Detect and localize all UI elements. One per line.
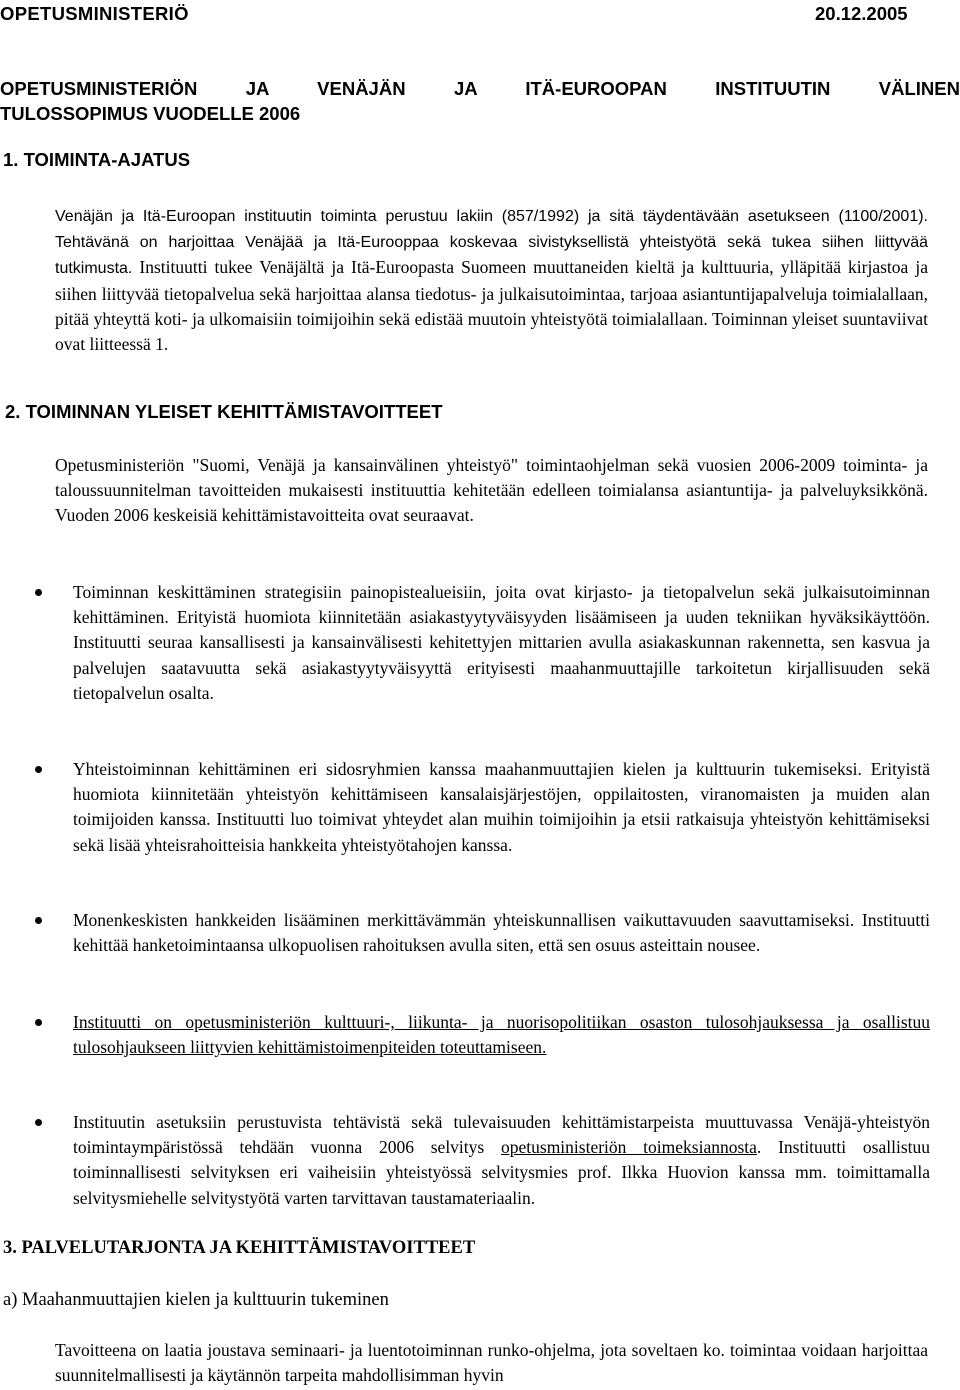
section-1-paragraph-part-1: Venäjän ja Itä-Euroopan instituutin toiminta perustuu lakiin (857/1992) ja sitä täydentävään asetukseen (1100/2001). Tehtävänä on harjoittaa Venäjää ja Itä-Eurooppaa koskevaa sivistyksellistä yhteistyötä sekä tukea siihen liittyvää tutkimusta.: [55, 208, 928, 278]
bullet-list: [30, 1010, 930, 1060]
bullet-text-1: Toiminnan keskittäminen strategisiin painopistealueisiin, joita ovat kirjasto- ja tietopalvelun sekä julkaisutoiminnan kehittäminen. Erityistä huomiota kiinnitetään asiakastyytyväisyyden lisäämiseen ja uuden tekniikan hyväksikäyttöön. Instituutti seuraa kansallisesti ja kansainvälisesti kehitettyjen mittarien avulla asiakaskunnan rakennetta, sen kasvua ja palvelujen saatavuutta sekä asiakastyytyväisyyttä erityisesti maahanmuuttajille tarkoitetun kirjallisuuden sekä tietopalvelun osalta.: [73, 582, 930, 703]
bullet-dot-icon: [35, 589, 42, 596]
section-1-paragraph: [55, 203, 928, 357]
bullet-dot-icon: [35, 917, 42, 924]
section-2-heading: 2. TOIMINNAN YLEISET KEHITTÄMISTAVOITTEET: [5, 401, 443, 422]
bullet-text-5-part-2: . Instituutti osallistuu toiminnallisesti selvityksen eri vaiheisiin yhteistyössä selvitysmies prof. Ilkka Huovion kanssa mm. toimittamalla selvitysmiehelle selvitystyötä varten tarvittavan taustamateriaalin.: [73, 1137, 930, 1208]
bullet-list: [30, 580, 930, 706]
bullet-item-4: [30, 1010, 930, 1060]
bullet-text-2: Yhteistoiminnan kehittäminen eri sidosryhmien kanssa maahanmuuttajien kielen ja kulttuurin tukemiseksi. Erityistä huomiota kiinnitetään yhteistyön kehittämiseen kansalaisjärjestöjen, oppilaitosten, viranomaisten ja muiden alan toimijoiden kanssa. Instituutti luo toimivat yhteydet alan muihin toimijoihin ja etsii ratkaisuja yhteistyön kehittämiseksi sekä lisää yhteisrahoitteisia hankkeita yhteistyötahojen kanssa.: [73, 759, 930, 855]
header-date: 20.12.2005: [815, 3, 908, 24]
header-ministry: OPETUSMINISTERIÖ: [0, 3, 189, 24]
section-1-paragraph-part-2: Instituutti tukee Venäjältä ja Itä-Euroopasta Suomeen muuttaneiden kieltä ja kulttuuria, ylläpitää kirjastoa ja siihen liittyvää tietopalvelua sekä harjoittaa alansa tiedotus- ja julkaisutoimintaa, tarjoaa asiantuntijapalveluja toimialallaan, pitää yhteyttä koti- ja ulkomaisiin toimijoihin sekä edistää muutoin yhteistyötä toimialallaan. Toiminnan yleiset suuntaviivat ovat liitteessä 1.: [55, 257, 928, 355]
bullet-item-5: [30, 1110, 930, 1211]
bullet-text-5-part-1: Instituutin asetuksiin perustuvista tehtävistä sekä tulevaisuuden kehittämistarpeista muuttuvassa Venäjä-yhteistyön toimintaympäristössä tehdään vuonna 2006 selvitys: [73, 1112, 930, 1158]
section-3-subheading: a) Maahanmuuttajien kielen ja kulttuurin tukeminen: [3, 1290, 389, 1310]
bullet-text-4: Instituutti on opetusministeriön kulttuuri-, liikunta- ja nuorisopolitiikan osaston tulosohjauksessa ja osallistuu tulosohjaukseen liittyvien kehittämistoimenpiteiden toteuttamiseen.: [73, 1012, 930, 1058]
bullet-text-5-underlined: opetusministeriön toimeksiannosta: [501, 1137, 757, 1158]
section-3-heading: 3. PALVELUTARJONTA JA KEHITTÄMISTAVOITTEET: [3, 1238, 476, 1258]
bullet-item-2: [30, 757, 930, 858]
document-title-line-1: OPETUSMINISTERIÖN JA VENÄJÄN JA ITÄ-EUROOPAN INSTITUUTIN VÄLINEN: [0, 78, 960, 99]
bullet-list: [30, 908, 930, 958]
section-1-heading: 1. TOIMINTA-AJATUS: [3, 149, 191, 170]
bullet-item-1: [30, 580, 930, 706]
bullet-text-3: Monenkeskisten hankkeiden lisääminen merkittävämmän yhteiskunnallisen vaikuttavuuden saavuttamiseksi. Instituutti kehittää hanketoimintaansa ulkopuolisen rahoituksen avulla siten, että sen osuus asteittain nousee.: [73, 910, 930, 956]
bullet-dot-icon: [35, 766, 42, 773]
document-title-line-2: TULOSSOPIMUS VUODELLE 2006: [0, 103, 301, 124]
bullet-item-3: [30, 908, 930, 958]
bullet-dot-icon: [35, 1119, 42, 1126]
section-2-intro: Opetusministeriön "Suomi, Venäjä ja kansainvälinen yhteistyö" toimintaohjelman sekä vuosien 2006-2009 toiminta- ja taloussuunnitelman tavoitteiden mukaisesti instituuttia kehitetään edelleen toimialansa asiantuntija- ja palveluyksikkönä. Vuoden 2006 keskeisiä kehittämistavoitteita ovat seuraavat.: [55, 455, 928, 526]
document-title: [0, 76, 960, 126]
bullet-list: [30, 1110, 930, 1211]
bullet-dot-icon: [35, 1019, 42, 1026]
bullet-list: [30, 757, 930, 858]
section-3-paragraph: Tavoitteena on laatia joustava seminaari- ja luentotoiminnan runko-ohjelma, jota soveltaen ko. toimintaa voidaan harjoittaa suunnitelmallisesti ja käytännön tarpeita mahdollisimman hyvin: [55, 1340, 928, 1386]
